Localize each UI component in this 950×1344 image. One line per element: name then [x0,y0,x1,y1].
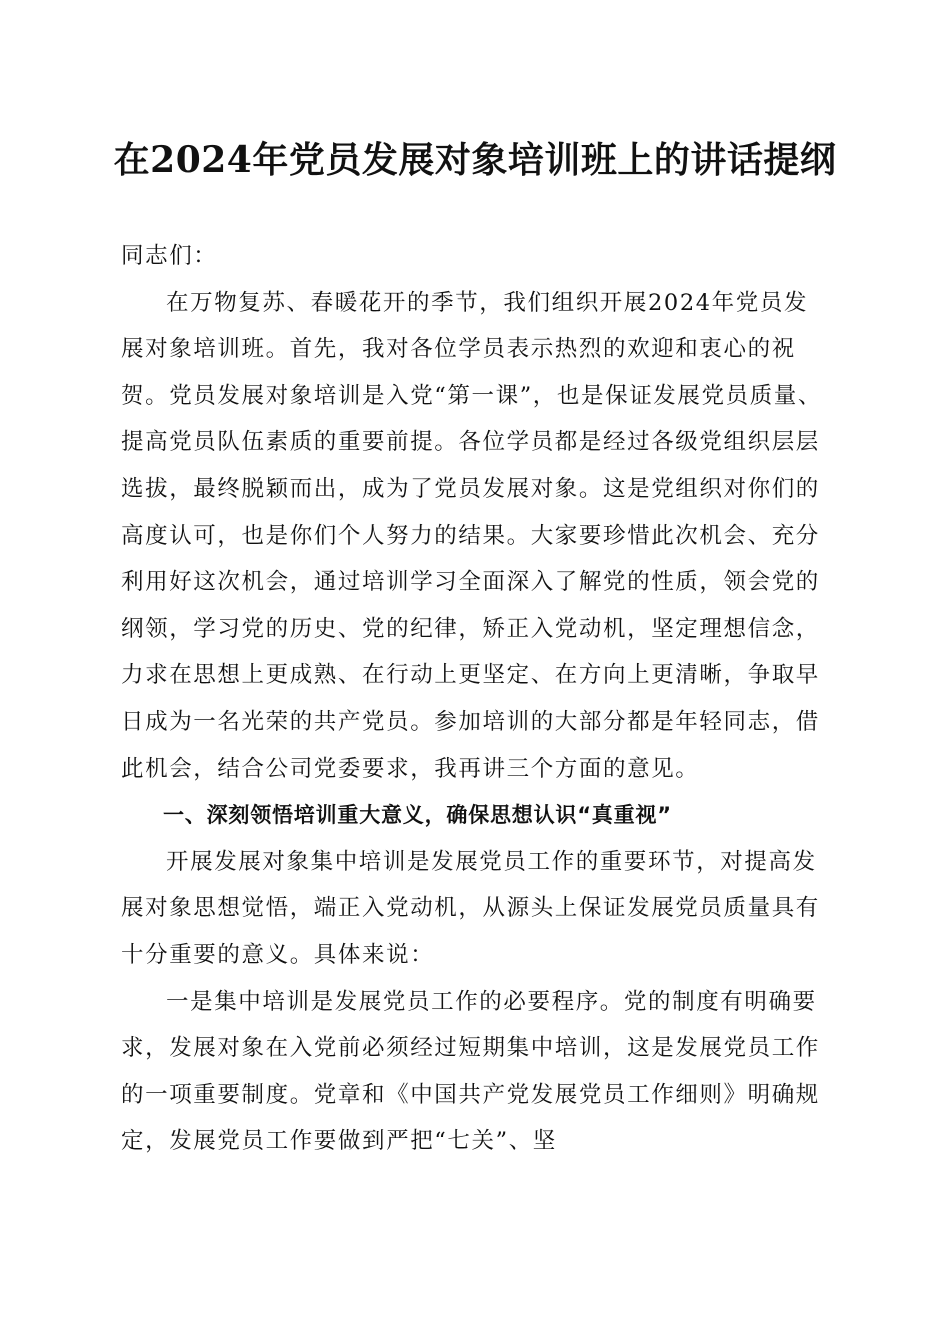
intro-paragraph: 在万物复苏、春暖花开的季节，我们组织开展2024年党员发展对象培训班。首先，我对各位学员表示热烈的欢迎和衷心的祝贺。党员发展对象培训是入党“第一课”，也是保证发展党员质量、提高党员队伍素质的重要前提。各位学员都是经过各级党组织层层选拔，最终脱颖而出，成为了党员发展对象。这是党组织对你们的高度认可，也是你们个人努力的结果。大家要珍惜此次机会、充分利用好这次机会，通过培训学习全面深入了解党的性质，领会党的纲领，学习党的历史、党的纪律，矫正入党动机，坚定理想信念，力求在思想上更成熟、在行动上更坚定、在方向上更清晰，争取早日成为一名光荣的共产党员。参加培训的大部分都是年轻同志，借此机会，结合公司党委要求，我再讲三个方面的意见。 [121,289,823,782]
point-text: 党的制度有明确要求，发展对象在入党前必须经过短期集中培训，这是发展党员工作的一项重要制度。党章和《中国共产党发展党员工作细则》明确规定，发展党员工作要做到严把“七关”、坚 [121,988,820,1155]
salutation: 同志们： [121,243,218,269]
document-title: 在2024年党员发展对象培训班上的讲话提纲 [113,139,837,181]
section-heading: 一、深刻领悟培训重大意义，确保思想认识“真重视” [163,803,672,828]
section-paragraph: 开展发展对象集中培训是发展党员工作的重要环节，对提高发展对象思想觉悟，端正入党动机，从源头上保证发展党员质量具有十分重要的意义。具体来说： [121,848,820,968]
document-body [121,233,828,1165]
point-paragraph [121,979,828,1165]
point-lead: 一是集中培训是发展党员工作的必要程序。 [166,988,624,1015]
